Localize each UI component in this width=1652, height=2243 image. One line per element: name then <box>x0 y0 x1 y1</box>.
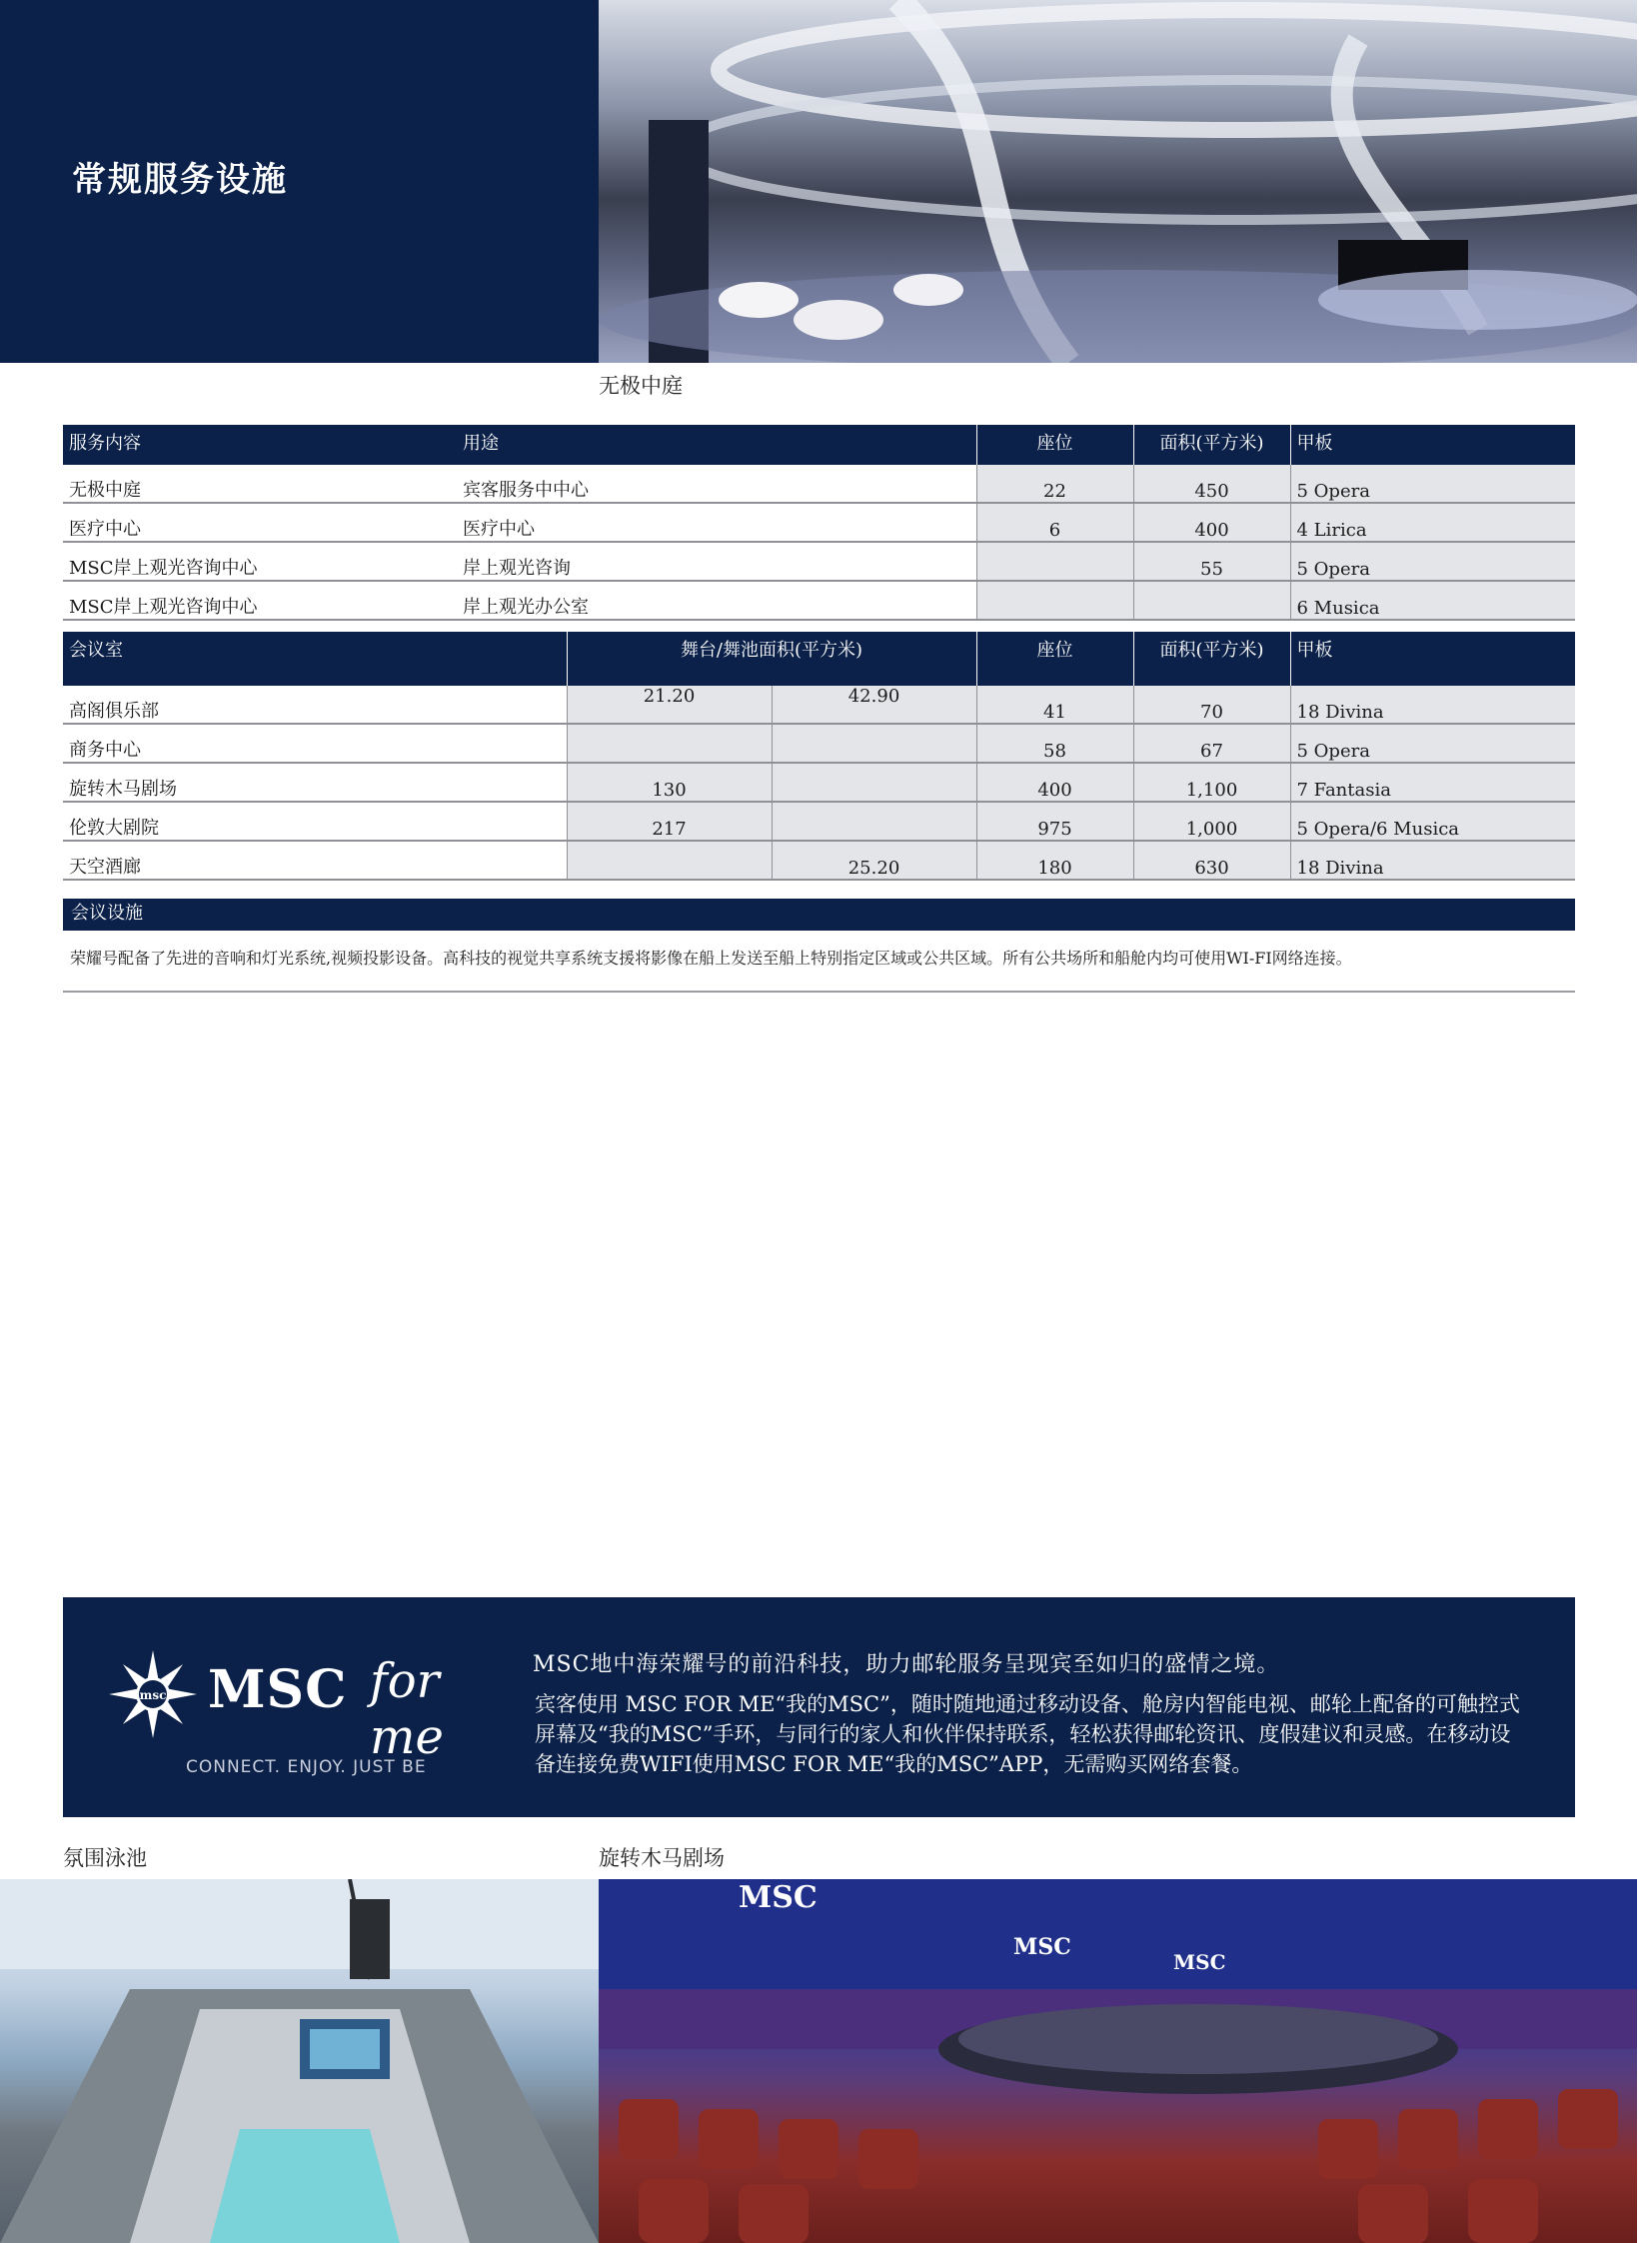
cell-stage: 130 <box>567 763 772 802</box>
atrium-photo-art <box>599 0 1637 363</box>
cell-deck: 4 Lirica <box>1290 503 1575 542</box>
cell-area: 450 <box>1133 465 1290 503</box>
cell-area: 1,000 <box>1133 802 1290 841</box>
table-row <box>63 802 1575 841</box>
table-row <box>63 841 1575 880</box>
cell-deck: 18 Divina <box>1290 686 1575 724</box>
cell-dancefloor <box>772 802 976 841</box>
cell-stage: 217 <box>567 802 772 841</box>
services-header-row <box>63 425 1575 465</box>
atrium-photo <box>599 0 1637 363</box>
msc-for-me-banner <box>63 1597 1575 1817</box>
cell-area: 1,100 <box>1133 763 1290 802</box>
cell-service: 医疗中心 <box>63 503 457 542</box>
cell-area: 400 <box>1133 503 1290 542</box>
cell-stage <box>567 841 772 880</box>
page-title: 常规服务设施 <box>72 160 288 200</box>
col-service: 服务内容 <box>63 425 457 465</box>
table-row <box>63 724 1575 763</box>
cell-seats: 180 <box>976 841 1133 880</box>
divider <box>63 991 1575 993</box>
col-area: 面积(平方米) <box>1133 632 1290 686</box>
theatre-photo-art <box>599 1879 1637 2243</box>
theatre-caption: 旋转木马剧场 <box>599 1846 725 1870</box>
cell-room: 高阁俱乐部 <box>63 686 567 724</box>
cell-purpose: 岸上观光办公室 <box>457 581 976 620</box>
atrium-caption: 无极中庭 <box>599 374 683 398</box>
col-deck: 甲板 <box>1290 425 1575 465</box>
cell-deck: 7 Fantasia <box>1290 763 1575 802</box>
table-row <box>63 542 1575 581</box>
pool-photo-art <box>0 1879 599 2243</box>
cell-area: 67 <box>1133 724 1290 763</box>
col-deck: 甲板 <box>1290 632 1575 686</box>
cell-dancefloor: 25.20 <box>772 841 976 880</box>
cell-seats: 400 <box>976 763 1133 802</box>
banner-heading: MSC地中海荣耀号的前沿科技，助力邮轮服务呈现宾至如归的盛情之境。 <box>533 1652 1280 1677</box>
cell-seats: 22 <box>976 465 1133 503</box>
banner-body: 宾客使用 MSC FOR ME“我的MSC”，随时随地通过移动设备、舱房内智能电视、邮轮上配备的可触控式屏幕及“我的MSC”手环，与同行的家人和伙伴保持联系，轻松获得邮轮资讯、度假建议和灵感。在移动设备连接免费WIFI使用MSC FOR ME“我的MSC”APP，无需购买网络套餐。 <box>535 1692 1520 1776</box>
col-area: 面积(平方米) <box>1133 425 1290 465</box>
table-row <box>63 503 1575 542</box>
cell-deck: 5 Opera <box>1290 465 1575 503</box>
cell-service: MSC岸上观光咨询中心 <box>63 581 457 620</box>
cell-deck: 5 Opera <box>1290 724 1575 763</box>
cell-seats <box>976 581 1133 620</box>
meeting-header-row <box>63 632 1575 686</box>
cell-area: 55 <box>1133 542 1290 581</box>
cell-purpose: 医疗中心 <box>457 503 976 542</box>
col-seats: 座位 <box>976 632 1133 686</box>
cell-area <box>1133 581 1290 620</box>
cell-dancefloor <box>772 763 976 802</box>
cell-dancefloor <box>772 724 976 763</box>
cell-room: 商务中心 <box>63 724 567 763</box>
meeting-facilities-heading: 会议设施 <box>63 899 1575 931</box>
msc-logo-wordmark: MSC <box>208 1659 348 1720</box>
cell-seats: 58 <box>976 724 1133 763</box>
cell-seats: 6 <box>976 503 1133 542</box>
cell-deck: 18 Divina <box>1290 841 1575 880</box>
table-row <box>63 581 1575 620</box>
svg-text:msc: msc <box>139 1688 167 1702</box>
cell-stage: 21.20 <box>567 686 772 724</box>
svg-text:MSC: MSC <box>739 1880 818 1915</box>
table-row <box>63 763 1575 802</box>
cell-room: 伦敦大剧院 <box>63 802 567 841</box>
cell-dancefloor: 42.90 <box>772 686 976 724</box>
svg-text:MSC: MSC <box>1173 1950 1226 1974</box>
cell-room: 旋转木马剧场 <box>63 763 567 802</box>
theatre-photo <box>599 1879 1637 2243</box>
cell-area: 630 <box>1133 841 1290 880</box>
for-me-script: for me <box>370 1653 444 1765</box>
cell-service: MSC岸上观光咨询中心 <box>63 542 457 581</box>
pool-photo <box>0 1879 599 2243</box>
cell-seats: 41 <box>976 686 1133 724</box>
cell-deck: 5 Opera/6 Musica <box>1290 802 1575 841</box>
svg-text:MSC: MSC <box>1013 1934 1071 1960</box>
msc-for-me-logo <box>108 1649 488 1789</box>
cell-purpose: 宾客服务中中心 <box>457 465 976 503</box>
col-seats: 座位 <box>976 425 1133 465</box>
col-purpose: 用途 <box>457 425 976 465</box>
table-row <box>63 686 1575 724</box>
meeting-rooms-table <box>63 632 1575 881</box>
cell-seats: 975 <box>976 802 1133 841</box>
table-row <box>63 465 1575 503</box>
cell-purpose: 岸上观光咨询 <box>457 542 976 581</box>
col-meeting-room: 会议室 <box>63 632 567 686</box>
cell-area: 70 <box>1133 686 1290 724</box>
cell-deck: 6 Musica <box>1290 581 1575 620</box>
compass-rose-icon <box>108 1649 198 1749</box>
cell-deck: 5 Opera <box>1290 542 1575 581</box>
cell-stage <box>567 724 772 763</box>
cell-room: 天空酒廊 <box>63 841 567 880</box>
hero-title-panel <box>0 0 599 363</box>
cell-seats <box>976 542 1133 581</box>
pool-caption: 氛围泳池 <box>63 1846 147 1870</box>
cell-service: 无极中庭 <box>63 465 457 503</box>
logo-tagline: CONNECT. ENJOY. JUST BE <box>186 1757 427 1777</box>
col-stage-area: 舞台/舞池面积(平方米) <box>567 632 976 686</box>
services-table <box>63 425 1575 621</box>
meeting-facilities-text: 荣耀号配备了先进的音响和灯光系统,视频投影设备。高科技的视觉共享系统支援将影像在船上发送至船上特别指定区域或公共区域。所有公共场所和船舱内均可使用WI-FI网络连接。 <box>70 949 1352 968</box>
